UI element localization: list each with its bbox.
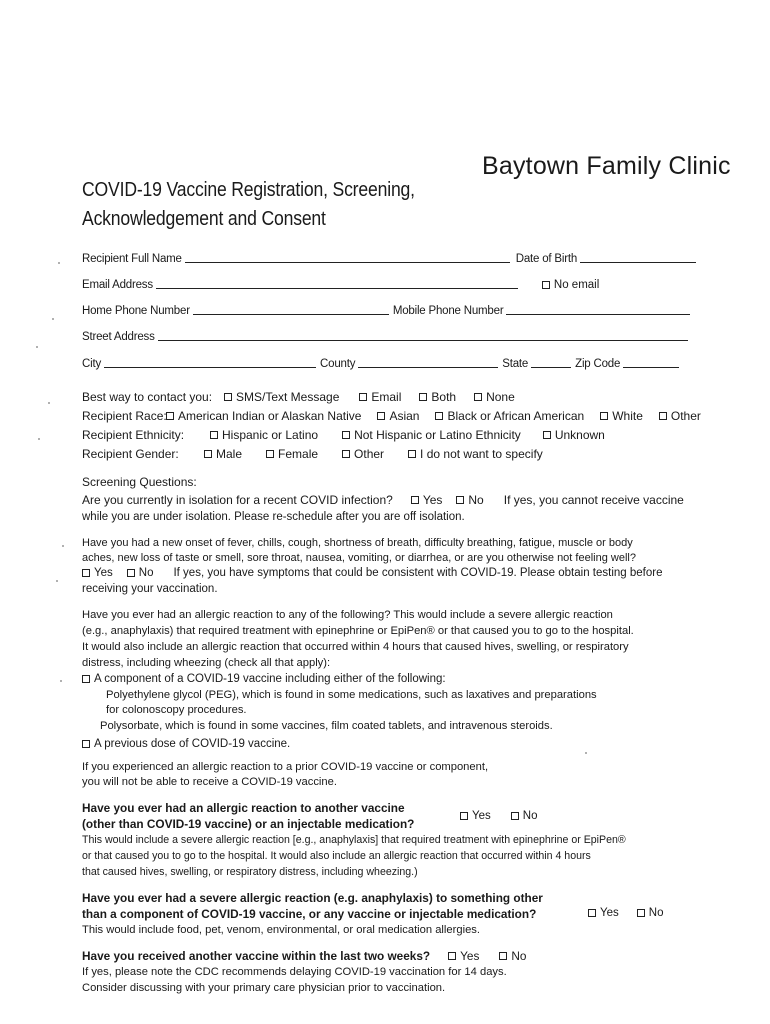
gender-male-checkbox[interactable] [204,450,212,458]
q2-no-option[interactable] [127,567,154,579]
q6-text: Have you received another vaccine within the last two weeks? [82,949,431,963]
city-field[interactable] [104,357,316,368]
contact-sms-label: SMS/Text Message [236,390,340,404]
q1-text: Are you currently in isolation for a recent COVID infection? [82,493,393,507]
q1-no-label: No [468,493,484,507]
recipient-full-name-label: Recipient Full Name [82,253,182,265]
street-address-label: Street Address [82,331,155,343]
q3-opt1-row[interactable] [82,673,446,685]
race-american-indian-label: American Indian or Alaskan Native [178,409,362,423]
race-option-other[interactable] [659,409,701,423]
q6-no-option[interactable] [499,949,526,963]
race-black-checkbox[interactable] [435,412,443,420]
contact-both-option[interactable] [419,390,456,404]
q6-yes-option[interactable] [448,949,479,963]
q4-no-label: No [522,810,538,822]
race-other-label: Other [670,409,701,423]
scan-speck [48,402,50,404]
gender-female-option[interactable] [266,447,318,461]
q3-line3: It would also include an allergic reaction that occurred within 4 hours that caused hives, swelling, or respiratory [82,641,629,653]
race-option-american-indian[interactable] [166,409,361,423]
q3-note-line1: If you experienced an allergic reaction to a prior COVID-19 vaccine or component, [82,761,489,773]
q4-line2: (other than COVID-19 vaccine) or an injectable medication? [82,817,415,831]
date-of-birth-field[interactable] [580,252,696,263]
q6-no-checkbox[interactable] [499,952,507,960]
street-row [82,330,692,343]
q6-row [82,949,526,963]
q2-answer-row [82,567,662,579]
q1-line2: while you are under isolation. Please re-schedule after you are off isolation. [82,511,465,523]
gender-male-label: Male [216,447,243,461]
contact-row [82,390,515,404]
gender-label: Recipient Gender: [82,447,179,461]
q2-yes-option[interactable] [82,567,113,579]
email-address-label: Email Address [82,279,153,291]
contact-none-label: None [486,390,515,404]
q6-no-label: No [511,949,527,963]
phone-row [82,304,694,317]
scan-speck [52,318,54,320]
q6-desc2: Consider discussing with your primary care physician prior to vaccination. [82,982,446,994]
ethnicity-not-hispanic-checkbox[interactable] [342,431,350,439]
race-option-asian[interactable] [377,409,419,423]
county-label: County [320,358,356,370]
q2-line2: aches, new loss of taste or smell, sore throat, nausea, vomiting, or diarrhea, or are you otherwise not feeling well? [82,552,636,564]
street-address-field[interactable] [158,330,688,341]
race-asian-label: Asian [389,409,420,423]
contact-both-checkbox[interactable] [419,393,427,401]
race-american-indian-checkbox[interactable] [166,412,174,420]
q5-yes-option[interactable] [588,907,619,919]
name-dob-row [82,252,700,265]
q3-opt2-checkbox[interactable] [82,740,90,748]
ethnicity-unknown-option[interactable] [543,428,605,442]
form-title-line2: Acknowledgement and Consent [82,208,326,230]
q4-desc3: that caused hives, swelling, or respiratory distress, including wheezing.) [82,866,418,878]
q2-no-checkbox[interactable] [127,569,135,577]
ethnicity-unknown-checkbox[interactable] [543,431,551,439]
q3-line2: (e.g., anaphylaxis) that required treatment with epinephrine or EpiPen® or that caused you to go to the hospital. [82,625,634,637]
race-option-white[interactable] [600,409,643,423]
email-address-field[interactable] [156,278,518,289]
scan-speck [36,346,38,348]
contact-none-checkbox[interactable] [474,393,482,401]
ethnicity-not-hispanic-option[interactable] [342,428,521,442]
race-option-black[interactable] [435,409,584,423]
scan-speck [58,262,60,264]
gender-other-checkbox[interactable] [342,450,350,458]
q2-line1: Have you had a new onset of fever, chills, cough, shortness of breath, difficulty breathing, fatigue, muscle or body [82,537,633,549]
q1-yes-option[interactable] [411,493,443,507]
q3-opt2-label: A previous dose of COVID-19 vaccine. [94,738,291,750]
q6-desc1: If yes, please note the CDC recommends delaying COVID-19 vaccination for 14 days. [82,966,507,978]
ethnicity-label: Recipient Ethnicity: [82,428,185,442]
q5-answer-row [588,907,663,919]
email-row [82,278,599,291]
home-phone-label: Home Phone Number [82,305,190,317]
q2-line4: receiving your vaccination. [82,583,218,595]
contact-email-option[interactable] [359,390,401,404]
q4-line1: Have you ever had an allergic reaction to another vaccine [82,801,405,815]
q4-desc1: This would include a severe allergic reaction [e.g., anaphylaxis] that required treatment with epinephrine or EpiPen® [82,834,626,846]
q3-note-line2: you will not be able to receive a COVID-19 vaccine. [82,776,337,788]
ethnicity-hispanic-option[interactable] [210,428,318,442]
q1-row [82,493,684,507]
q6-yes-checkbox[interactable] [448,952,456,960]
race-black-label: Black or African American [447,409,585,423]
race-label: Recipient Race: [82,409,167,423]
state-label: State [502,358,529,370]
q5-yes-checkbox[interactable] [588,909,596,917]
zip-code-field[interactable] [623,357,679,368]
race-white-label: White [612,409,643,423]
q1-note: If yes, you cannot receive vaccine [503,493,684,507]
gender-unspecified-option[interactable] [408,447,543,461]
form-title [82,176,415,234]
mobile-phone-label: Mobile Phone Number [392,305,504,317]
ethnicity-hispanic-checkbox[interactable] [210,431,218,439]
form-title-line1: COVID-19 Vaccine Registration, Screening, [82,179,415,201]
scan-speck [585,752,587,754]
q6-yes-label: Yes [460,949,480,963]
q2-note: If yes, you have symptoms that could be consistent with COVID-19. Please obtain testing before [173,567,663,579]
gender-female-label: Female [278,447,319,461]
q3-sub2: Polysorbate, which is found in some vaccines, film coated tablets, and intravenous steroids. [100,720,553,732]
scan-speck [38,438,40,440]
q5-yes-label: Yes [600,907,619,919]
clinic-name: Baytown Family Clinic [482,152,731,180]
q5-no-checkbox[interactable] [637,909,645,917]
ethnicity-hispanic-label: Hispanic or Latino [222,428,319,442]
gender-female-checkbox[interactable] [266,450,274,458]
contact-sms-option[interactable] [224,390,339,404]
zip-code-label: Zip Code [575,358,621,370]
gender-unspecified-label: I do not want to specify [420,447,543,461]
contact-none-option[interactable] [474,390,515,404]
q5-line2: than a component of COVID-19 vaccine, or any vaccine or injectable medication? [82,907,537,921]
date-of-birth-label: Date of Birth [515,253,578,265]
q4-no-option[interactable] [511,810,538,822]
q2-no-label: No [138,567,154,579]
no-email-checkbox[interactable] [542,281,550,289]
no-email-option[interactable] [542,279,599,291]
contact-email-checkbox[interactable] [359,393,367,401]
home-phone-field[interactable] [193,304,389,315]
contact-email-label: Email [371,390,402,404]
mobile-phone-field[interactable] [506,304,690,315]
scan-speck [56,580,58,582]
screening-heading: Screening Questions: [82,475,197,489]
q5-desc: This would include food, pet, venom, environmental, or oral medication allergies. [82,924,480,936]
q2-yes-label: Yes [94,567,113,579]
city-label: City [82,358,102,370]
q3-opt2-row[interactable] [82,738,290,750]
ethnicity-unknown-label: Unknown [554,428,605,442]
gender-other-option[interactable] [342,447,384,461]
q1-no-option[interactable] [456,493,483,507]
ethnicity-row [82,428,605,442]
q1-yes-checkbox[interactable] [411,496,419,504]
q3-opt1-label: A component of a COVID-19 vaccine including either of the following: [94,673,446,685]
q3-line1: Have you ever had an allergic reaction to any of the following? This would include a severe allergic reaction [82,609,613,621]
q2-yes-checkbox[interactable] [82,569,90,577]
q4-yes-option[interactable] [460,810,491,822]
q1-no-checkbox[interactable] [456,496,464,504]
scan-speck [60,680,62,682]
race-row [82,409,701,423]
contact-sms-checkbox[interactable] [224,393,232,401]
ethnicity-not-hispanic-label: Not Hispanic or Latino Ethnicity [354,428,521,442]
q3-sub1-line2: for colonoscopy procedures. [106,704,247,716]
gender-unspecified-checkbox[interactable] [408,450,416,458]
gender-row [82,447,543,461]
race-asian-checkbox[interactable] [377,412,385,420]
no-email-label: No email [553,279,600,291]
gender-other-label: Other [354,447,385,461]
contact-label: Best way to contact you: [82,390,213,404]
q3-opt1-checkbox[interactable] [82,675,90,683]
q1-yes-label: Yes [422,493,443,507]
gender-male-option[interactable] [204,447,242,461]
race-other-checkbox[interactable] [659,412,667,420]
county-field[interactable] [358,357,498,368]
state-field[interactable] [531,357,571,368]
q4-yes-label: Yes [472,810,491,822]
city-row [82,357,683,370]
q3-line4: distress, including wheezing (check all that apply): [82,657,331,669]
contact-both-label: Both [431,390,457,404]
q4-yes-checkbox[interactable] [460,812,468,820]
q5-no-label: No [648,907,664,919]
q4-desc2: or that caused you to go to the hospital. It would also include an allergic reaction that occurred within 4 hours [82,850,591,862]
recipient-full-name-field[interactable] [185,252,510,263]
race-white-checkbox[interactable] [600,412,608,420]
scan-speck [62,545,64,547]
q5-line1: Have you ever had a severe allergic reaction (e.g. anaphylaxis) to something other [82,891,543,905]
q4-no-checkbox[interactable] [511,812,519,820]
q4-answer-row [460,810,537,822]
q3-sub1-line1: Polyethylene glycol (PEG), which is found in some medications, such as laxatives and preparations [106,689,597,701]
q5-no-option[interactable] [637,907,664,919]
